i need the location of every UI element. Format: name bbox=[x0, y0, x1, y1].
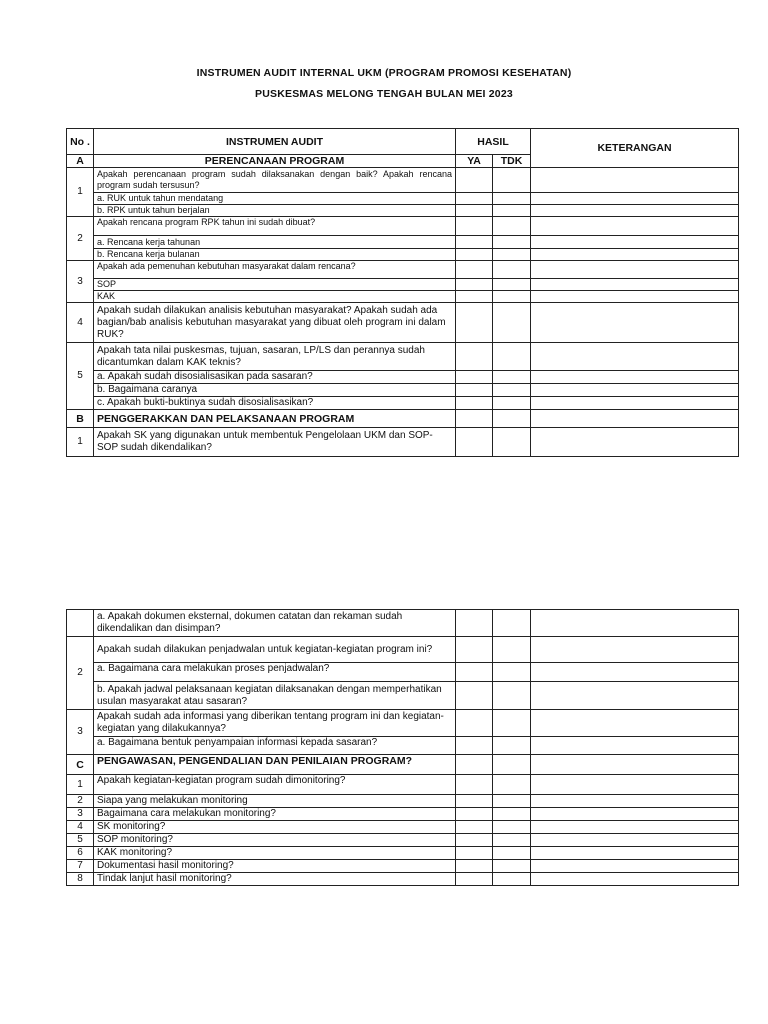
ya-cell[interactable] bbox=[456, 682, 493, 710]
tdk-cell[interactable] bbox=[493, 205, 531, 217]
sub-question: b. Apakah jadwal pelaksanaan kegiatan dilaksanakan dengan memperhatikan usulan masyarakat atau sasaran? bbox=[94, 682, 456, 710]
tdk-cell[interactable] bbox=[493, 710, 531, 737]
ya-cell[interactable] bbox=[456, 217, 493, 236]
keterangan-cell[interactable] bbox=[531, 663, 739, 682]
row-number: 1 bbox=[67, 428, 94, 457]
ya-cell[interactable] bbox=[456, 397, 493, 410]
section-b-letter: B bbox=[67, 410, 94, 428]
sub-question: a. Bagaimana cara melakukan proses penjadwalan? bbox=[94, 663, 456, 682]
tdk-cell[interactable] bbox=[493, 775, 531, 795]
row-number: 7 bbox=[67, 860, 94, 873]
question-text: Apakah SK yang digunakan untuk membentuk Pengelolaan UKM dan SOP-SOP sudah dikendalikan? bbox=[94, 428, 456, 457]
tdk-cell[interactable] bbox=[493, 834, 531, 847]
keterangan-cell[interactable] bbox=[531, 682, 739, 710]
ya-cell[interactable] bbox=[456, 808, 493, 821]
tdk-cell[interactable] bbox=[493, 795, 531, 808]
tdk-cell[interactable] bbox=[493, 384, 531, 397]
header-no: No . bbox=[67, 129, 94, 155]
header-tdk: TDK bbox=[493, 155, 531, 168]
sub-question: a. Rencana kerja tahunan bbox=[94, 236, 456, 249]
header-ya: YA bbox=[456, 155, 493, 168]
tdk-cell[interactable] bbox=[493, 428, 531, 457]
keterangan-cell[interactable] bbox=[531, 193, 739, 205]
row-number: 8 bbox=[67, 873, 94, 886]
monitoring-item: Bagaimana cara melakukan monitoring? bbox=[94, 808, 456, 821]
row-number: 1 bbox=[67, 168, 94, 217]
keterangan-cell[interactable] bbox=[531, 860, 739, 873]
tdk-cell[interactable] bbox=[493, 682, 531, 710]
row-number: 2 bbox=[67, 637, 94, 710]
section-b-title: PENGGERAKKAN DAN PELAKSANAAN PROGRAM bbox=[94, 410, 456, 428]
question-text: Apakah perencanaan program sudah dilaksanakan dengan baik? Apakah rencana program sudah tersusun? bbox=[94, 168, 456, 193]
keterangan-cell[interactable] bbox=[531, 279, 739, 291]
sub-question: a. Apakah dokumen eksternal, dokumen catatan dan rekaman sudah dikendalikan dan disimpan? bbox=[94, 610, 456, 637]
tdk-cell[interactable] bbox=[493, 637, 531, 663]
keterangan-cell[interactable] bbox=[531, 847, 739, 860]
tdk-cell[interactable] bbox=[493, 663, 531, 682]
keterangan-cell[interactable] bbox=[531, 217, 739, 236]
ya-cell[interactable] bbox=[456, 637, 493, 663]
question-text: Apakah sudah dilakukan penjadwalan untuk kegiatan-kegiatan program ini? bbox=[94, 637, 456, 663]
keterangan-cell[interactable] bbox=[531, 808, 739, 821]
ya-cell[interactable] bbox=[456, 755, 493, 775]
ya-cell[interactable] bbox=[456, 384, 493, 397]
row-number: 4 bbox=[67, 303, 94, 343]
section-c-title: PENGAWASAN, PENGENDALIAN DAN PENILAIAN PROGRAM? bbox=[94, 755, 456, 775]
question-text: Apakah rencana program RPK tahun ini sudah dibuat? bbox=[94, 217, 456, 236]
row-number: 2 bbox=[67, 217, 94, 261]
section-a-letter: A bbox=[67, 155, 94, 168]
ya-cell[interactable] bbox=[456, 873, 493, 886]
ya-cell[interactable] bbox=[456, 291, 493, 303]
keterangan-cell[interactable] bbox=[531, 371, 739, 384]
row-number: 6 bbox=[67, 847, 94, 860]
ya-cell[interactable] bbox=[456, 428, 493, 457]
tdk-cell[interactable] bbox=[493, 217, 531, 236]
section-c-letter: C bbox=[67, 755, 94, 775]
tdk-cell[interactable] bbox=[493, 808, 531, 821]
tdk-cell[interactable] bbox=[493, 261, 531, 279]
sub-question: b. Rencana kerja bulanan bbox=[94, 249, 456, 261]
ya-cell[interactable] bbox=[456, 795, 493, 808]
row-number: 5 bbox=[67, 343, 94, 410]
row-number: 5 bbox=[67, 834, 94, 847]
keterangan-cell[interactable] bbox=[531, 821, 739, 834]
tdk-cell[interactable] bbox=[493, 873, 531, 886]
ya-cell[interactable] bbox=[456, 303, 493, 343]
ya-cell[interactable] bbox=[456, 834, 493, 847]
keterangan-cell[interactable] bbox=[531, 610, 739, 637]
tdk-cell[interactable] bbox=[493, 847, 531, 860]
ya-cell[interactable] bbox=[456, 279, 493, 291]
sub-question: a. Apakah sudah disosialisasikan pada sasaran? bbox=[94, 371, 456, 384]
keterangan-cell[interactable] bbox=[531, 755, 739, 775]
tdk-cell[interactable] bbox=[493, 303, 531, 343]
tdk-cell[interactable] bbox=[493, 397, 531, 410]
audit-table-page1 bbox=[66, 128, 739, 457]
keterangan-cell[interactable] bbox=[531, 775, 739, 795]
monitoring-item: Dokumentasi hasil monitoring? bbox=[94, 860, 456, 873]
question-text: Apakah tata nilai puskesmas, tujuan, sasaran, LP/LS dan perannya sudah dicantumkan dalam KAK teknis? bbox=[94, 343, 456, 371]
tdk-cell[interactable] bbox=[493, 860, 531, 873]
tdk-cell[interactable] bbox=[493, 371, 531, 384]
ya-cell[interactable] bbox=[456, 847, 493, 860]
audit-table-page2 bbox=[66, 609, 739, 886]
sub-question: c. Apakah bukti-buktinya sudah disosialisasikan? bbox=[94, 397, 456, 410]
ya-cell[interactable] bbox=[456, 410, 493, 428]
sub-question: KAK bbox=[94, 291, 456, 303]
monitoring-item: SOP monitoring? bbox=[94, 834, 456, 847]
keterangan-cell[interactable] bbox=[531, 637, 739, 663]
tdk-cell[interactable] bbox=[493, 755, 531, 775]
header-keterangan: KETERANGAN bbox=[531, 129, 739, 168]
section-a-title: PERENCANAAN PROGRAM bbox=[94, 155, 456, 168]
sub-question: b. Bagaimana caranya bbox=[94, 384, 456, 397]
tdk-cell[interactable] bbox=[493, 410, 531, 428]
keterangan-cell[interactable] bbox=[531, 410, 739, 428]
keterangan-cell[interactable] bbox=[531, 795, 739, 808]
header-hasil: HASIL bbox=[456, 129, 531, 155]
row-number bbox=[67, 610, 94, 637]
keterangan-cell[interactable] bbox=[531, 261, 739, 279]
ya-cell[interactable] bbox=[456, 168, 493, 193]
ya-cell[interactable] bbox=[456, 610, 493, 637]
keterangan-cell[interactable] bbox=[531, 428, 739, 457]
document-title: INSTRUMEN AUDIT INTERNAL UKM (PROGRAM PROMOSI KESEHATAN) bbox=[196, 67, 572, 79]
monitoring-item: SK monitoring? bbox=[94, 821, 456, 834]
row-number: 3 bbox=[67, 710, 94, 755]
tdk-cell[interactable] bbox=[493, 291, 531, 303]
ya-cell[interactable] bbox=[456, 193, 493, 205]
monitoring-item: Apakah kegiatan-kegiatan program sudah dimonitoring? bbox=[94, 775, 456, 795]
keterangan-cell[interactable] bbox=[531, 710, 739, 737]
keterangan-cell[interactable] bbox=[531, 873, 739, 886]
sub-question: b. RPK untuk tahun berjalan bbox=[94, 205, 456, 217]
row-number: 4 bbox=[67, 821, 94, 834]
keterangan-cell[interactable] bbox=[531, 384, 739, 397]
row-number: 2 bbox=[67, 795, 94, 808]
row-number: 1 bbox=[67, 775, 94, 795]
ya-cell[interactable] bbox=[456, 663, 493, 682]
keterangan-cell[interactable] bbox=[531, 291, 739, 303]
tdk-cell[interactable] bbox=[493, 168, 531, 193]
tdk-cell[interactable] bbox=[493, 249, 531, 261]
header-instrumen: INSTRUMEN AUDIT bbox=[94, 129, 456, 155]
ya-cell[interactable] bbox=[456, 236, 493, 249]
sub-question: a. RUK untuk tahun mendatang bbox=[94, 193, 456, 205]
ya-cell[interactable] bbox=[456, 343, 493, 371]
monitoring-item: KAK monitoring? bbox=[94, 847, 456, 860]
keterangan-cell[interactable] bbox=[531, 205, 739, 217]
ya-cell[interactable] bbox=[456, 710, 493, 737]
tdk-cell[interactable] bbox=[493, 236, 531, 249]
tdk-cell[interactable] bbox=[493, 737, 531, 755]
document-subtitle: PUSKESMAS MELONG TENGAH BULAN MEI 2023 bbox=[255, 88, 513, 100]
ya-cell[interactable] bbox=[456, 249, 493, 261]
keterangan-cell[interactable] bbox=[531, 737, 739, 755]
monitoring-item: Tindak lanjut hasil monitoring? bbox=[94, 873, 456, 886]
keterangan-cell[interactable] bbox=[531, 343, 739, 371]
tdk-cell[interactable] bbox=[493, 610, 531, 637]
question-text: Apakah sudah dilakukan analisis kebutuhan masyarakat? Apakah sudah ada bagian/bab analisis kebutuhan masyarakat yang dibuat oleh program ini dalam RUK? bbox=[94, 303, 456, 343]
ya-cell[interactable] bbox=[456, 737, 493, 755]
question-text: Apakah sudah ada informasi yang diberikan tentang program ini dan kegiatan-kegiatan yang dilakukannya? bbox=[94, 710, 456, 737]
tdk-cell[interactable] bbox=[493, 279, 531, 291]
tdk-cell[interactable] bbox=[493, 193, 531, 205]
keterangan-cell[interactable] bbox=[531, 303, 739, 343]
ya-cell[interactable] bbox=[456, 205, 493, 217]
keterangan-cell[interactable] bbox=[531, 168, 739, 193]
row-number: 3 bbox=[67, 261, 94, 303]
ya-cell[interactable] bbox=[456, 261, 493, 279]
ya-cell[interactable] bbox=[456, 371, 493, 384]
keterangan-cell[interactable] bbox=[531, 249, 739, 261]
sub-question: SOP bbox=[94, 279, 456, 291]
question-text: Apakah ada pemenuhan kebutuhan masyarakat dalam rencana? bbox=[94, 261, 456, 279]
ya-cell[interactable] bbox=[456, 860, 493, 873]
tdk-cell[interactable] bbox=[493, 821, 531, 834]
sub-question: a. Bagaimana bentuk penyampaian informasi kepada sasaran? bbox=[94, 737, 456, 755]
keterangan-cell[interactable] bbox=[531, 397, 739, 410]
row-number: 3 bbox=[67, 808, 94, 821]
ya-cell[interactable] bbox=[456, 775, 493, 795]
keterangan-cell[interactable] bbox=[531, 834, 739, 847]
monitoring-item: Siapa yang melakukan monitoring bbox=[94, 795, 456, 808]
keterangan-cell[interactable] bbox=[531, 236, 739, 249]
ya-cell[interactable] bbox=[456, 821, 493, 834]
tdk-cell[interactable] bbox=[493, 343, 531, 371]
